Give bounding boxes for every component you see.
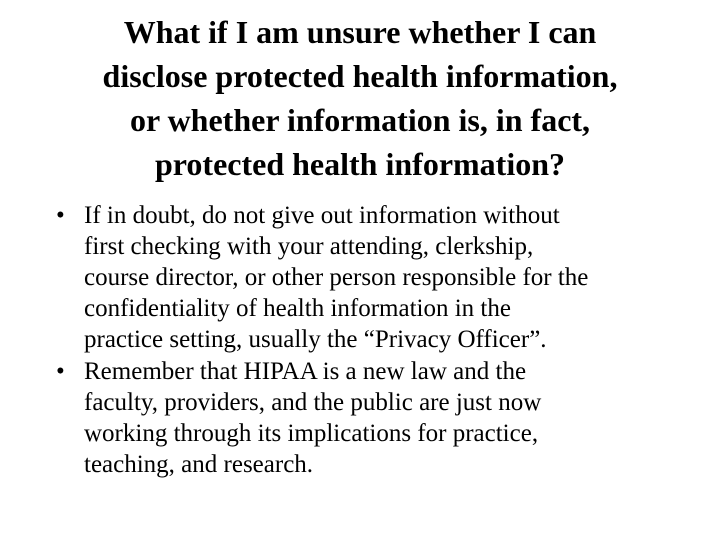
slide-title bbox=[40, 10, 680, 186]
bullet-text-line: practice setting, usually the “Privacy Officer”. bbox=[84, 326, 547, 353]
title-line: What if I am unsure whether I can bbox=[123, 14, 597, 50]
bullet-text-line: confidentiality of health information in the bbox=[84, 295, 511, 322]
title-line: protected health information? bbox=[154, 146, 566, 182]
bullet-item-hipaa bbox=[56, 356, 676, 480]
bullet-list bbox=[56, 200, 676, 481]
title-line: disclose protected health information, bbox=[102, 58, 618, 94]
bullet-text-line: faculty, providers, and the public are just now bbox=[84, 389, 542, 416]
bullet-text-line: course director, or other person responsible for the bbox=[84, 264, 589, 291]
bullet-text-line: teaching, and research. bbox=[84, 451, 314, 478]
title-line: or whether information is, in fact, bbox=[129, 102, 591, 138]
bullet-icon: • bbox=[56, 358, 65, 385]
bullet-text-line: first checking with your attending, clerkship, bbox=[84, 233, 534, 260]
bullet-text-line: working through its implications for practice, bbox=[84, 420, 539, 447]
bullet-text-line: Remember that HIPAA is a new law and the bbox=[84, 358, 527, 385]
bullet-text-line: If in doubt, do not give out information without bbox=[84, 202, 560, 229]
bullet-item-doubt bbox=[56, 200, 676, 355]
bullet-icon: • bbox=[56, 202, 65, 229]
